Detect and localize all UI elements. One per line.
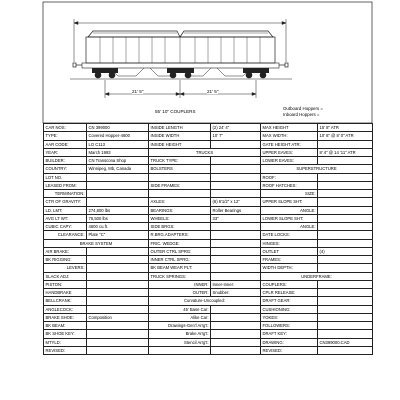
spec-cell — [318, 173, 373, 181]
spec-cell: WIDTH DEPTH: — [261, 264, 318, 272]
spec-row — [44, 148, 373, 156]
spec-cell: Snubber: — [211, 289, 261, 297]
spec-cell: DRAFT KEY: — [261, 330, 318, 338]
spec-cell: COUPLERS: — [261, 280, 318, 288]
spec-cell: DRAWING: — [261, 338, 318, 346]
spec-cell: MAX WIDTH: — [261, 132, 318, 140]
truck-center-right-label: 21' 5" — [207, 89, 219, 94]
spec-cell: 76,500 lbs — [87, 214, 149, 222]
spec-cell: BK BEAM: — [44, 322, 87, 330]
spec-cell — [318, 305, 373, 313]
spec-row — [44, 272, 373, 280]
spec-cell — [211, 165, 261, 173]
spec-cell — [318, 313, 373, 321]
spec-cell — [318, 231, 373, 239]
spec-cell: TRUCKS — [149, 148, 261, 156]
spec-cell: Inner-Inner: — [211, 280, 261, 288]
spec-cell: CAR NOS: — [44, 124, 87, 132]
spec-row — [44, 124, 373, 132]
spec-cell — [87, 289, 149, 297]
spec-cell — [211, 264, 261, 272]
spec-cell: PISTON: — [44, 280, 87, 288]
spec-cell — [211, 330, 261, 338]
spec-cell — [318, 280, 373, 288]
spec-row — [44, 346, 373, 354]
spec-cell: GATE HEIGHT ATR: — [261, 140, 318, 148]
spec-row — [44, 289, 373, 297]
spec-cell: BUILDER: — [44, 157, 87, 165]
spec-cell: R.BRG.ADAPTERS: — [149, 231, 211, 239]
spec-cell: HINGES: — [261, 239, 318, 247]
spec-cell — [211, 256, 261, 264]
spec-cell — [211, 190, 261, 198]
spec-cell: ANGLE: — [261, 206, 318, 214]
spec-cell — [318, 190, 373, 198]
spec-cell: INSIDE HEIGHT — [149, 140, 211, 148]
spec-cell: ANGLECOCK: — [44, 305, 87, 313]
spec-cell: CN Transcona Shop — [87, 157, 149, 165]
truck-center-left-label: 21' 5" — [132, 89, 144, 94]
spec-cell — [211, 305, 261, 313]
spec-cell: Curvature-Uncoupled: — [149, 297, 261, 305]
spec-cell — [318, 346, 373, 354]
spec-cell: CN 399000 — [87, 124, 149, 132]
spec-cell: INNER: — [149, 280, 211, 288]
spec-cell: 274,800 lbs — [87, 206, 149, 214]
spec-cell — [87, 322, 149, 330]
spec-cell — [211, 322, 261, 330]
spec-cell — [211, 313, 261, 321]
spec-cell: ROOF HATCHES: — [261, 181, 318, 189]
spec-cell: UNDERFRAME: — [261, 272, 373, 280]
spec-cell — [211, 223, 261, 231]
truck-center-dimension-lines — [105, 80, 256, 98]
spec-cell: LOWER SLOPE SHT: — [261, 214, 318, 222]
spec-cell — [87, 346, 149, 354]
spec-cell — [211, 272, 261, 280]
spec-cell: CPLR RELEASE: — [261, 289, 318, 297]
spec-cell — [211, 231, 261, 239]
spec-cell: BK SHOE KEY: — [44, 330, 87, 338]
spec-cell — [211, 173, 261, 181]
spec-cell: (4) — [318, 247, 373, 255]
spec-cell: AIR BRAKE: — [44, 247, 87, 255]
spec-cell: BK BEAM WEAR PLT: — [149, 264, 211, 272]
spec-row — [44, 231, 373, 239]
spec-cell: Drawings-Gen'l Arrg't: — [149, 322, 211, 330]
spec-cell: BOLSTERS — [149, 165, 211, 173]
spec-cell: DRAFT GEAR: — [261, 297, 318, 305]
spec-cell: AVG LT WT: — [44, 214, 87, 222]
spec-cell: SUPERSTRUCTURE — [261, 165, 373, 173]
spec-cell: YOKES: — [261, 313, 318, 321]
spec-cell — [149, 173, 211, 181]
spec-cell: LD. LMT: — [44, 206, 87, 214]
spec-cell — [211, 247, 261, 255]
spec-cell: CN399000.CAD — [318, 338, 373, 346]
spec-cell — [211, 338, 261, 346]
spec-cell: LOT NO. — [44, 173, 87, 181]
spec-row — [44, 330, 373, 338]
spec-cell: 4600 cu.ft. — [87, 223, 149, 231]
spec-cell: Brake Arrg't: — [149, 330, 211, 338]
spec-cell — [87, 264, 149, 272]
spec-cell: SIZE: — [261, 190, 318, 198]
specification-table-body — [44, 124, 373, 355]
spec-cell: INNER CTRL SPRG: — [149, 256, 211, 264]
spec-cell — [211, 157, 261, 165]
spec-cell: UPPER SLOPE SHT: — [261, 198, 318, 206]
spec-cell — [87, 198, 149, 206]
spec-cell: BEARINGS: — [149, 206, 211, 214]
spec-cell — [318, 264, 373, 272]
spec-cell: COUNTRY: — [44, 165, 87, 173]
spec-row — [44, 297, 373, 305]
spec-row — [44, 223, 373, 231]
spec-cell — [87, 173, 149, 181]
spec-cell: YEAR: — [44, 148, 87, 156]
spec-cell — [211, 346, 261, 354]
spec-cell: ROOF: — [261, 173, 318, 181]
spec-cell: 33" — [211, 214, 261, 222]
spec-cell: SIDE FRAMES: — [149, 181, 211, 189]
spec-cell — [87, 330, 149, 338]
spec-cell — [211, 140, 261, 148]
spec-cell: (6) 6'1/2" x 12" — [211, 198, 261, 206]
spec-cell: 10' 8" @ 8' 0" ATR — [318, 132, 373, 140]
spec-cell: OUTLET — [261, 247, 318, 255]
spec-cell — [149, 190, 211, 198]
spec-cell: MTYLD: — [44, 338, 87, 346]
spec-cell: AXLES: — [149, 198, 211, 206]
spec-cell: TYPE: — [44, 132, 87, 140]
spec-cell: OUTER CTRL SPRG: — [149, 247, 211, 255]
spec-cell — [87, 256, 149, 264]
spec-cell: FRAMES: — [261, 256, 318, 264]
spec-cell: (2) 24' 4" — [211, 124, 261, 132]
spec-cell — [318, 140, 373, 148]
overall-length-label: 55' 10" COUPLERS — [155, 109, 196, 114]
specification-table — [43, 123, 373, 355]
hopper-legend — [283, 106, 323, 118]
spec-cell — [318, 330, 373, 338]
spec-cell: BELLCRANK: — [44, 297, 87, 305]
spec-cell: OUTER: — [149, 289, 211, 297]
spec-row — [44, 173, 373, 181]
spec-cell: FOLLOWERS: — [261, 322, 318, 330]
spec-row — [44, 247, 373, 255]
spec-cell: LEVERS: — [44, 264, 87, 272]
spec-cell: LEASED FROM: — [44, 181, 87, 189]
spec-cell: BRAKE SHOE: — [44, 313, 87, 321]
spec-cell: SLACK ADJ: — [44, 272, 87, 280]
spec-cell: DATE LOCKS: — [261, 231, 318, 239]
spec-row — [44, 140, 373, 148]
spec-row — [44, 305, 373, 313]
spec-cell — [87, 280, 149, 288]
spec-row — [44, 313, 373, 321]
truck-left — [92, 68, 118, 78]
spec-cell: CLEARANCE: — [44, 231, 87, 239]
spec-cell: CUBIC CAPY: — [44, 223, 87, 231]
spec-cell: TRUCK SPRINGS: — [149, 272, 211, 280]
spec-cell: 10' 7" — [211, 132, 261, 140]
spec-cell: Alike Car: — [149, 313, 211, 321]
spec-cell: HANDBRAKE — [44, 289, 87, 297]
spec-cell: FRIC. WEDGE: — [149, 239, 211, 247]
spec-row — [44, 165, 373, 173]
spec-cell — [318, 206, 373, 214]
spec-row — [44, 239, 373, 247]
spec-cell — [87, 190, 149, 198]
legend-outboard: Outboard Hoppers = — [283, 106, 323, 111]
spec-cell — [87, 305, 149, 313]
spec-cell — [318, 322, 373, 330]
spec-cell: BK RIGGING: — [44, 256, 87, 264]
spec-cell — [318, 181, 373, 189]
spec-row — [44, 322, 373, 330]
spec-row — [44, 190, 373, 198]
truck-center — [167, 68, 194, 78]
spec-cell: WHEELS: — [149, 214, 211, 222]
spec-cell: LO C113 — [87, 140, 149, 148]
spec-cell — [318, 239, 373, 247]
spec-cell — [318, 157, 373, 165]
spec-cell — [87, 181, 149, 189]
spec-cell: TRUCK TYPE: — [149, 157, 211, 165]
spec-cell: Plate "C" — [87, 231, 149, 239]
spec-cell — [87, 297, 149, 305]
spec-cell — [149, 346, 211, 354]
spec-cell — [87, 247, 149, 255]
spec-row — [44, 181, 373, 189]
spec-cell — [318, 214, 373, 222]
spec-cell: TERMINATION: — [44, 190, 87, 198]
spec-cell: REVISED: — [44, 346, 87, 354]
spec-cell: BRAKE SYSTEM — [44, 239, 149, 247]
legend-inboard: Inboard Hoppers = — [283, 112, 320, 117]
spec-cell: 8' 4" @ 14 '11" ATR — [318, 148, 373, 156]
spec-cell: INSIDE WIDTH — [149, 132, 211, 140]
spec-cell — [87, 338, 149, 346]
spec-row — [44, 280, 373, 288]
spec-cell: Winnipeg, Mb, Canada — [87, 165, 149, 173]
spec-cell: Composition — [87, 313, 149, 321]
spec-row — [44, 157, 373, 165]
spec-cell: CTR OF GRAVITY: — [44, 198, 87, 206]
spec-cell: 45' Base Car: — [149, 305, 211, 313]
spec-cell — [211, 181, 261, 189]
spec-cell — [318, 289, 373, 297]
spec-row — [44, 338, 373, 346]
spec-cell — [318, 223, 373, 231]
spec-row — [44, 264, 373, 272]
spec-cell — [318, 297, 373, 305]
spec-cell: ANGLE: — [261, 223, 318, 231]
spec-row — [44, 198, 373, 206]
spec-cell: REVISED: — [261, 346, 318, 354]
spec-cell: Covered Hopper-4600 — [87, 132, 149, 140]
spec-cell: AAR CODE: — [44, 140, 87, 148]
spec-cell — [211, 239, 261, 247]
spec-cell — [318, 198, 373, 206]
truck-right — [243, 68, 269, 78]
spec-cell — [318, 256, 373, 264]
spec-cell: 15' 8" ATR — [318, 124, 373, 132]
spec-cell: UPPER EAVES: — [261, 148, 318, 156]
spec-row — [44, 206, 373, 214]
spec-cell: SIDE BRGS: — [149, 223, 211, 231]
spec-row — [44, 132, 373, 140]
spec-row — [44, 256, 373, 264]
spec-cell: CUSHIONING: — [261, 305, 318, 313]
spec-cell: Stencil Arrg't: — [149, 338, 211, 346]
spec-cell: Roller Bearings — [211, 206, 261, 214]
spec-cell — [87, 272, 149, 280]
spec-cell: INSIDE LENGTH — [149, 124, 211, 132]
spec-row — [44, 214, 373, 222]
spec-cell: LOWER EAVES: — [261, 157, 318, 165]
spec-cell: March 1993 — [87, 148, 149, 156]
spec-cell: MAX HEIGHT — [261, 124, 318, 132]
